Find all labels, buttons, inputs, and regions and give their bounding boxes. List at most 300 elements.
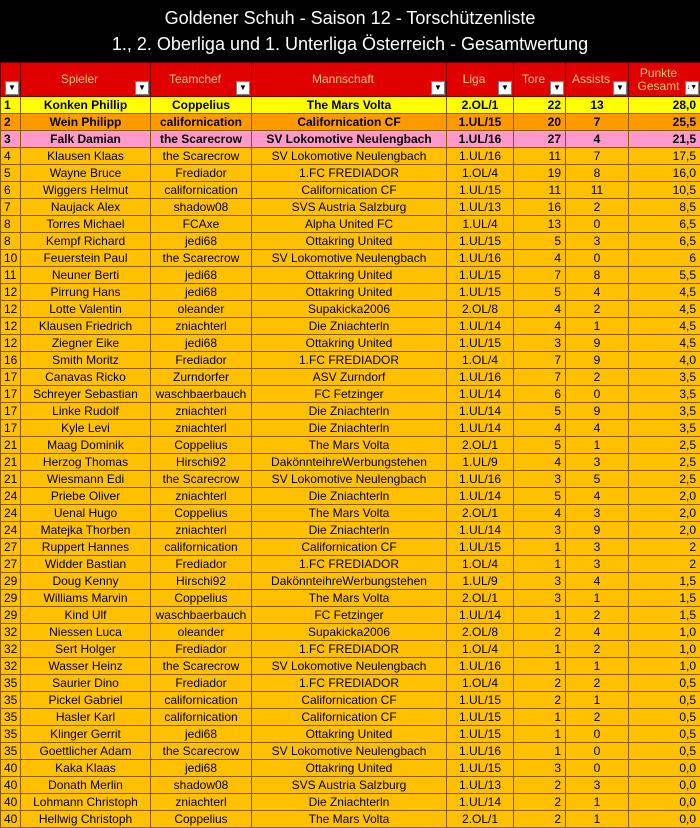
cell-tore[interactable]: 5 bbox=[514, 233, 566, 250]
table-row[interactable] bbox=[1, 777, 700, 794]
cell-rank[interactable]: 35 bbox=[1, 743, 21, 760]
cell-punkte[interactable]: 4,5 bbox=[629, 335, 700, 352]
cell-rank[interactable]: 21 bbox=[1, 437, 21, 454]
cell-liga[interactable]: 1.UL/16 bbox=[447, 250, 514, 267]
cell-spieler[interactable]: Canavas Ricko bbox=[21, 369, 151, 386]
table-row[interactable] bbox=[1, 386, 700, 403]
table-row[interactable] bbox=[1, 811, 700, 828]
cell-tore[interactable]: 1 bbox=[514, 539, 566, 556]
cell-punkte[interactable]: 10,5 bbox=[629, 182, 700, 199]
cell-punkte[interactable]: 1,0 bbox=[629, 624, 700, 641]
cell-liga[interactable]: 1.UL/15 bbox=[447, 539, 514, 556]
cell-spieler[interactable]: Saurier Dino bbox=[21, 675, 151, 692]
cell-liga[interactable]: 1.UL/15 bbox=[447, 709, 514, 726]
column-header-assists[interactable]: Assists ▼ bbox=[566, 63, 629, 97]
cell-liga[interactable]: 1.OL/4 bbox=[447, 165, 514, 182]
cell-teamchef[interactable]: shadow08 bbox=[151, 777, 252, 794]
dropdown-arrow-icon[interactable]: ▼ bbox=[431, 81, 445, 95]
cell-rank[interactable]: 32 bbox=[1, 658, 21, 675]
cell-tore[interactable]: 3 bbox=[514, 335, 566, 352]
cell-assists[interactable]: 2 bbox=[566, 607, 629, 624]
cell-teamchef[interactable]: waschbaerbauch bbox=[151, 386, 252, 403]
cell-tore[interactable]: 7 bbox=[514, 369, 566, 386]
cell-mannschaft[interactable]: SV Lokomotive Neulengbach bbox=[252, 471, 447, 488]
cell-rank[interactable]: 29 bbox=[1, 590, 21, 607]
cell-assists[interactable]: 0 bbox=[566, 726, 629, 743]
column-header-punkte[interactable] bbox=[629, 63, 700, 97]
cell-assists[interactable]: 11 bbox=[566, 182, 629, 199]
cell-spieler[interactable]: Goettlicher Adam bbox=[21, 743, 151, 760]
cell-rank[interactable]: 6 bbox=[1, 182, 21, 199]
cell-punkte[interactable]: 2,0 bbox=[629, 505, 700, 522]
cell-teamchef[interactable]: oleander bbox=[151, 301, 252, 318]
cell-punkte[interactable]: 0,0 bbox=[629, 777, 700, 794]
cell-assists[interactable]: 7 bbox=[566, 114, 629, 131]
cell-teamchef[interactable]: shadow08 bbox=[151, 199, 252, 216]
cell-assists[interactable]: 1 bbox=[566, 692, 629, 709]
cell-assists[interactable]: 1 bbox=[566, 318, 629, 335]
cell-spieler[interactable]: Wiesmann Edi bbox=[21, 471, 151, 488]
table-row[interactable] bbox=[1, 505, 700, 522]
cell-liga[interactable]: 1.UL/15 bbox=[447, 692, 514, 709]
cell-punkte[interactable]: 3,5 bbox=[629, 403, 700, 420]
cell-teamchef[interactable]: the Scarecrow bbox=[151, 743, 252, 760]
cell-assists[interactable]: 0 bbox=[566, 760, 629, 777]
cell-teamchef[interactable]: Frediador bbox=[151, 352, 252, 369]
cell-punkte[interactable]: 4,0 bbox=[629, 352, 700, 369]
cell-mannschaft[interactable]: Californication CF bbox=[252, 539, 447, 556]
column-header-spieler[interactable]: Spieler ▼ bbox=[21, 63, 151, 97]
cell-assists[interactable]: 4 bbox=[566, 573, 629, 590]
cell-assists[interactable]: 2 bbox=[566, 199, 629, 216]
cell-mannschaft[interactable]: Ottakring United bbox=[252, 760, 447, 777]
cell-punkte[interactable]: 0,5 bbox=[629, 675, 700, 692]
cell-liga[interactable]: 1.UL/15 bbox=[447, 335, 514, 352]
cell-punkte[interactable]: 1,0 bbox=[629, 658, 700, 675]
table-row[interactable] bbox=[1, 590, 700, 607]
cell-punkte[interactable]: 0,5 bbox=[629, 743, 700, 760]
cell-liga[interactable]: 1.UL/15 bbox=[447, 182, 514, 199]
cell-spieler[interactable]: Klausen Friedrich bbox=[21, 318, 151, 335]
cell-punkte[interactable]: 0,5 bbox=[629, 726, 700, 743]
cell-tore[interactable]: 4 bbox=[514, 454, 566, 471]
cell-liga[interactable]: 1.UL/14 bbox=[447, 794, 514, 811]
cell-punkte[interactable]: 6 bbox=[629, 250, 700, 267]
cell-spieler[interactable]: Wein Philipp bbox=[21, 114, 151, 131]
cell-assists[interactable]: 4 bbox=[566, 420, 629, 437]
cell-punkte[interactable]: 1,0 bbox=[629, 641, 700, 658]
cell-liga[interactable]: 1.UL/14 bbox=[447, 403, 514, 420]
cell-teamchef[interactable]: californication bbox=[151, 539, 252, 556]
cell-rank[interactable]: 21 bbox=[1, 454, 21, 471]
cell-mannschaft[interactable]: SV Lokomotive Neulengbach bbox=[252, 658, 447, 675]
cell-liga[interactable]: 2.OL/1 bbox=[447, 505, 514, 522]
table-row[interactable] bbox=[1, 675, 700, 692]
cell-teamchef[interactable]: zniachterl bbox=[151, 420, 252, 437]
table-row[interactable] bbox=[1, 216, 700, 233]
cell-assists[interactable]: 1 bbox=[566, 794, 629, 811]
cell-teamchef[interactable]: zniachterl bbox=[151, 318, 252, 335]
cell-liga[interactable]: 1.UL/14 bbox=[447, 607, 514, 624]
cell-rank[interactable]: 40 bbox=[1, 777, 21, 794]
cell-spieler[interactable]: Feuerstein Paul bbox=[21, 250, 151, 267]
cell-liga[interactable]: 1.UL/15 bbox=[447, 726, 514, 743]
cell-teamchef[interactable]: Hirschi92 bbox=[151, 573, 252, 590]
cell-mannschaft[interactable]: 1.FC FREDIADOR bbox=[252, 352, 447, 369]
dropdown-arrow-icon[interactable]: ▼ bbox=[135, 81, 149, 95]
cell-teamchef[interactable]: Frediador bbox=[151, 675, 252, 692]
cell-mannschaft[interactable]: 1.FC FREDIADOR bbox=[252, 556, 447, 573]
cell-assists[interactable]: 3 bbox=[566, 539, 629, 556]
cell-tore[interactable]: 20 bbox=[514, 114, 566, 131]
cell-tore[interactable]: 11 bbox=[514, 182, 566, 199]
cell-teamchef[interactable]: Zurndorfer bbox=[151, 369, 252, 386]
cell-rank[interactable]: 12 bbox=[1, 318, 21, 335]
cell-teamchef[interactable]: Coppelius bbox=[151, 437, 252, 454]
cell-rank[interactable]: 8 bbox=[1, 233, 21, 250]
cell-tore[interactable]: 19 bbox=[514, 165, 566, 182]
cell-liga[interactable]: 1.UL/9 bbox=[447, 573, 514, 590]
sort-descending-filter-icon[interactable]: ↓▼ bbox=[685, 81, 699, 95]
cell-punkte[interactable]: 4,5 bbox=[629, 301, 700, 318]
cell-assists[interactable]: 8 bbox=[566, 165, 629, 182]
cell-liga[interactable]: 1.UL/16 bbox=[447, 658, 514, 675]
cell-spieler[interactable]: Hasler Karl bbox=[21, 709, 151, 726]
cell-mannschaft[interactable]: The Mars Volta bbox=[252, 811, 447, 828]
cell-spieler[interactable]: Klinger Gerrit bbox=[21, 726, 151, 743]
dropdown-arrow-icon[interactable]: ▼ bbox=[498, 81, 512, 95]
table-row[interactable] bbox=[1, 165, 700, 182]
cell-punkte[interactable]: 28,0 bbox=[629, 97, 700, 114]
table-row[interactable] bbox=[1, 250, 700, 267]
cell-spieler[interactable]: Klausen Klaas bbox=[21, 148, 151, 165]
cell-teamchef[interactable]: californication bbox=[151, 114, 252, 131]
cell-punkte[interactable]: 17,5 bbox=[629, 148, 700, 165]
cell-liga[interactable]: 1.UL/14 bbox=[447, 420, 514, 437]
cell-punkte[interactable]: 2 bbox=[629, 556, 700, 573]
cell-punkte[interactable]: 2,5 bbox=[629, 437, 700, 454]
cell-liga[interactable]: 1.OL/4 bbox=[447, 352, 514, 369]
cell-assists[interactable]: 3 bbox=[566, 777, 629, 794]
cell-mannschaft[interactable]: FC Fetzinger bbox=[252, 386, 447, 403]
cell-teamchef[interactable]: jedi68 bbox=[151, 284, 252, 301]
cell-mannschaft[interactable]: Die Zniachterln bbox=[252, 794, 447, 811]
cell-teamchef[interactable]: zniachterl bbox=[151, 488, 252, 505]
cell-rank[interactable]: 24 bbox=[1, 522, 21, 539]
cell-rank[interactable]: 35 bbox=[1, 675, 21, 692]
cell-punkte[interactable]: 1,5 bbox=[629, 590, 700, 607]
cell-teamchef[interactable]: jedi68 bbox=[151, 267, 252, 284]
cell-mannschaft[interactable]: Supakicka2006 bbox=[252, 624, 447, 641]
cell-tore[interactable]: 3 bbox=[514, 522, 566, 539]
cell-punkte[interactable]: 4,5 bbox=[629, 284, 700, 301]
cell-liga[interactable]: 1.UL/14 bbox=[447, 386, 514, 403]
cell-tore[interactable]: 3 bbox=[514, 573, 566, 590]
table-row[interactable] bbox=[1, 318, 700, 335]
cell-mannschaft[interactable]: The Mars Volta bbox=[252, 97, 447, 114]
dropdown-arrow-icon[interactable]: ▼ bbox=[5, 81, 19, 95]
cell-assists[interactable]: 9 bbox=[566, 522, 629, 539]
cell-liga[interactable]: 1.UL/13 bbox=[447, 777, 514, 794]
cell-tore[interactable]: 5 bbox=[514, 488, 566, 505]
dropdown-arrow-icon[interactable]: ▼ bbox=[613, 81, 627, 95]
cell-punkte[interactable]: 5,5 bbox=[629, 267, 700, 284]
cell-rank[interactable]: 32 bbox=[1, 641, 21, 658]
cell-tore[interactable]: 4 bbox=[514, 301, 566, 318]
cell-assists[interactable]: 0 bbox=[566, 743, 629, 760]
cell-assists[interactable]: 7 bbox=[566, 148, 629, 165]
cell-assists[interactable]: 0 bbox=[566, 250, 629, 267]
cell-liga[interactable]: 1.UL/16 bbox=[447, 131, 514, 148]
cell-teamchef[interactable]: Coppelius bbox=[151, 505, 252, 522]
table-row[interactable] bbox=[1, 658, 700, 675]
cell-tore[interactable]: 1 bbox=[514, 743, 566, 760]
cell-liga[interactable]: 1.UL/14 bbox=[447, 488, 514, 505]
cell-tore[interactable]: 1 bbox=[514, 658, 566, 675]
cell-assists[interactable]: 3 bbox=[566, 233, 629, 250]
table-row[interactable] bbox=[1, 97, 700, 114]
cell-teamchef[interactable]: waschbaerbauch bbox=[151, 607, 252, 624]
dropdown-arrow-icon[interactable]: ▼ bbox=[550, 81, 564, 95]
cell-spieler[interactable]: Matejka Thorben bbox=[21, 522, 151, 539]
cell-liga[interactable]: 1.OL/4 bbox=[447, 675, 514, 692]
cell-mannschaft[interactable]: Californication CF bbox=[252, 182, 447, 199]
cell-liga[interactable]: 2.OL/1 bbox=[447, 97, 514, 114]
cell-mannschaft[interactable]: The Mars Volta bbox=[252, 437, 447, 454]
cell-liga[interactable]: 1.UL/15 bbox=[447, 760, 514, 777]
cell-rank[interactable]: 40 bbox=[1, 760, 21, 777]
cell-punkte[interactable]: 4,5 bbox=[629, 318, 700, 335]
cell-liga[interactable]: 1.UL/15 bbox=[447, 284, 514, 301]
cell-liga[interactable]: 1.UL/16 bbox=[447, 369, 514, 386]
cell-spieler[interactable]: Sert Holger bbox=[21, 641, 151, 658]
cell-teamchef[interactable]: zniachterl bbox=[151, 522, 252, 539]
cell-assists[interactable]: 2 bbox=[566, 675, 629, 692]
cell-rank[interactable]: 35 bbox=[1, 726, 21, 743]
cell-liga[interactable]: 2.OL/1 bbox=[447, 437, 514, 454]
cell-teamchef[interactable]: the Scarecrow bbox=[151, 131, 252, 148]
cell-mannschaft[interactable]: 1.FC FREDIADOR bbox=[252, 675, 447, 692]
cell-spieler[interactable]: Wiggers Helmut bbox=[21, 182, 151, 199]
cell-spieler[interactable]: Priebe Oliver bbox=[21, 488, 151, 505]
cell-teamchef[interactable]: the Scarecrow bbox=[151, 148, 252, 165]
column-header-teamchef[interactable]: Teamchef ▼ bbox=[151, 63, 252, 97]
cell-spieler[interactable]: Neuner Berti bbox=[21, 267, 151, 284]
table-row[interactable] bbox=[1, 488, 700, 505]
dropdown-arrow-icon[interactable]: ▼ bbox=[236, 81, 250, 95]
cell-spieler[interactable]: Niessen Luca bbox=[21, 624, 151, 641]
cell-spieler[interactable]: Schreyer Sebastian bbox=[21, 386, 151, 403]
cell-mannschaft[interactable]: Californication CF bbox=[252, 114, 447, 131]
cell-tore[interactable]: 1 bbox=[514, 556, 566, 573]
column-header-tore[interactable]: Tore ▼ bbox=[514, 63, 566, 97]
cell-mannschaft[interactable]: SV Lokomotive Neulengbach bbox=[252, 743, 447, 760]
cell-tore[interactable]: 5 bbox=[514, 437, 566, 454]
cell-rank[interactable]: 35 bbox=[1, 709, 21, 726]
cell-mannschaft[interactable]: The Mars Volta bbox=[252, 505, 447, 522]
table-row[interactable] bbox=[1, 607, 700, 624]
cell-teamchef[interactable]: the Scarecrow bbox=[151, 658, 252, 675]
table-row[interactable] bbox=[1, 301, 700, 318]
column-header-liga[interactable]: Liga ▼ bbox=[447, 63, 514, 97]
cell-assists[interactable]: 1 bbox=[566, 811, 629, 828]
cell-spieler[interactable]: Wayne Bruce bbox=[21, 165, 151, 182]
table-row[interactable] bbox=[1, 539, 700, 556]
cell-mannschaft[interactable]: Californication CF bbox=[252, 692, 447, 709]
cell-assists[interactable]: 0 bbox=[566, 386, 629, 403]
cell-tore[interactable]: 2 bbox=[514, 692, 566, 709]
cell-punkte[interactable]: 3,5 bbox=[629, 386, 700, 403]
cell-mannschaft[interactable]: Ottakring United bbox=[252, 335, 447, 352]
cell-punkte[interactable]: 2,5 bbox=[629, 471, 700, 488]
cell-liga[interactable]: 2.OL/8 bbox=[447, 301, 514, 318]
cell-punkte[interactable]: 1,5 bbox=[629, 573, 700, 590]
column-header-rank[interactable] bbox=[1, 63, 21, 97]
cell-assists[interactable]: 9 bbox=[566, 352, 629, 369]
cell-assists[interactable]: 1 bbox=[566, 658, 629, 675]
cell-tore[interactable]: 11 bbox=[514, 148, 566, 165]
cell-mannschaft[interactable]: SVS Austria Salzburg bbox=[252, 777, 447, 794]
cell-tore[interactable]: 1 bbox=[514, 709, 566, 726]
cell-mannschaft[interactable]: SV Lokomotive Neulengbach bbox=[252, 148, 447, 165]
cell-mannschaft[interactable]: Die Zniachterln bbox=[252, 318, 447, 335]
cell-punkte[interactable]: 6,5 bbox=[629, 233, 700, 250]
cell-tore[interactable]: 3 bbox=[514, 590, 566, 607]
cell-assists[interactable]: 4 bbox=[566, 488, 629, 505]
cell-assists[interactable]: 4 bbox=[566, 284, 629, 301]
cell-rank[interactable]: 5 bbox=[1, 165, 21, 182]
cell-spieler[interactable]: Hellwig Christoph bbox=[21, 811, 151, 828]
cell-punkte[interactable]: 3,5 bbox=[629, 420, 700, 437]
cell-rank[interactable]: 8 bbox=[1, 216, 21, 233]
cell-rank[interactable]: 24 bbox=[1, 505, 21, 522]
table-row[interactable] bbox=[1, 131, 700, 148]
cell-rank[interactable]: 3 bbox=[1, 131, 21, 148]
cell-punkte[interactable]: 2,0 bbox=[629, 522, 700, 539]
table-row[interactable] bbox=[1, 148, 700, 165]
cell-tore[interactable]: 7 bbox=[514, 352, 566, 369]
cell-spieler[interactable]: Falk Damian bbox=[21, 131, 151, 148]
cell-rank[interactable]: 29 bbox=[1, 573, 21, 590]
cell-rank[interactable]: 27 bbox=[1, 556, 21, 573]
table-row[interactable] bbox=[1, 794, 700, 811]
cell-punkte[interactable]: 6,5 bbox=[629, 216, 700, 233]
cell-spieler[interactable]: Donath Merlin bbox=[21, 777, 151, 794]
cell-rank[interactable]: 11 bbox=[1, 267, 21, 284]
cell-assists[interactable]: 9 bbox=[566, 403, 629, 420]
cell-tore[interactable]: 3 bbox=[514, 760, 566, 777]
cell-tore[interactable]: 4 bbox=[514, 420, 566, 437]
cell-spieler[interactable]: Konken Phillip bbox=[21, 97, 151, 114]
cell-assists[interactable]: 3 bbox=[566, 454, 629, 471]
table-row[interactable] bbox=[1, 573, 700, 590]
cell-assists[interactable]: 2 bbox=[566, 709, 629, 726]
cell-liga[interactable]: 2.OL/1 bbox=[447, 811, 514, 828]
cell-liga[interactable]: 2.OL/1 bbox=[447, 590, 514, 607]
cell-punkte[interactable]: 0,0 bbox=[629, 760, 700, 777]
cell-punkte[interactable]: 0,0 bbox=[629, 794, 700, 811]
cell-tore[interactable]: 1 bbox=[514, 641, 566, 658]
cell-spieler[interactable]: Lotte Valentin bbox=[21, 301, 151, 318]
table-row[interactable] bbox=[1, 403, 700, 420]
cell-mannschaft[interactable]: Californication CF bbox=[252, 709, 447, 726]
table-row[interactable] bbox=[1, 369, 700, 386]
cell-teamchef[interactable]: FCAxe bbox=[151, 216, 252, 233]
column-header-mannschaft[interactable]: Mannschaft ▼ bbox=[252, 63, 447, 97]
cell-teamchef[interactable]: jedi68 bbox=[151, 335, 252, 352]
cell-teamchef[interactable]: the Scarecrow bbox=[151, 471, 252, 488]
cell-liga[interactable]: 1.OL/4 bbox=[447, 641, 514, 658]
cell-liga[interactable]: 1.UL/16 bbox=[447, 471, 514, 488]
table-row[interactable] bbox=[1, 522, 700, 539]
cell-liga[interactable]: 1.UL/9 bbox=[447, 454, 514, 471]
cell-punkte[interactable]: 2 bbox=[629, 539, 700, 556]
cell-liga[interactable]: 1.UL/15 bbox=[447, 233, 514, 250]
cell-mannschaft[interactable]: Ottakring United bbox=[252, 284, 447, 301]
cell-teamchef[interactable]: jedi68 bbox=[151, 760, 252, 777]
cell-spieler[interactable]: Kyle Levi bbox=[21, 420, 151, 437]
table-row[interactable] bbox=[1, 641, 700, 658]
cell-mannschaft[interactable]: Supakicka2006 bbox=[252, 301, 447, 318]
cell-liga[interactable]: 1.UL/4 bbox=[447, 216, 514, 233]
cell-tore[interactable]: 1 bbox=[514, 726, 566, 743]
cell-tore[interactable]: 2 bbox=[514, 675, 566, 692]
cell-spieler[interactable]: Lohmann Christoph bbox=[21, 794, 151, 811]
cell-assists[interactable]: 13 bbox=[566, 97, 629, 114]
cell-tore[interactable]: 16 bbox=[514, 199, 566, 216]
cell-spieler[interactable]: Ziegner Eike bbox=[21, 335, 151, 352]
cell-rank[interactable]: 2 bbox=[1, 114, 21, 131]
cell-tore[interactable]: 4 bbox=[514, 250, 566, 267]
cell-rank[interactable]: 1 bbox=[1, 97, 21, 114]
table-row[interactable] bbox=[1, 760, 700, 777]
cell-tore[interactable]: 1 bbox=[514, 607, 566, 624]
cell-tore[interactable]: 7 bbox=[514, 267, 566, 284]
cell-assists[interactable]: 1 bbox=[566, 590, 629, 607]
cell-assists[interactable]: 2 bbox=[566, 641, 629, 658]
cell-teamchef[interactable]: Frediador bbox=[151, 556, 252, 573]
cell-punkte[interactable]: 1,5 bbox=[629, 607, 700, 624]
cell-teamchef[interactable]: the Scarecrow bbox=[151, 250, 252, 267]
cell-mannschaft[interactable]: DakönnteihreWerbungstehen bbox=[252, 573, 447, 590]
cell-spieler[interactable]: Torres Michael bbox=[21, 216, 151, 233]
cell-spieler[interactable]: Pickel Gabriel bbox=[21, 692, 151, 709]
cell-tore[interactable]: 2 bbox=[514, 777, 566, 794]
table-row[interactable] bbox=[1, 182, 700, 199]
cell-liga[interactable]: 1.UL/16 bbox=[447, 743, 514, 760]
cell-spieler[interactable]: Herzog Thomas bbox=[21, 454, 151, 471]
cell-rank[interactable]: 17 bbox=[1, 403, 21, 420]
cell-rank[interactable]: 7 bbox=[1, 199, 21, 216]
cell-teamchef[interactable]: Coppelius bbox=[151, 590, 252, 607]
cell-liga[interactable]: 1.UL/16 bbox=[447, 148, 514, 165]
cell-rank[interactable]: 4 bbox=[1, 148, 21, 165]
cell-punkte[interactable]: 16,0 bbox=[629, 165, 700, 182]
cell-spieler[interactable]: Wasser Heinz bbox=[21, 658, 151, 675]
cell-punkte[interactable]: 2,0 bbox=[629, 488, 700, 505]
cell-mannschaft[interactable]: SV Lokomotive Neulengbach bbox=[252, 131, 447, 148]
cell-assists[interactable]: 4 bbox=[566, 624, 629, 641]
cell-assists[interactable]: 2 bbox=[566, 301, 629, 318]
cell-rank[interactable]: 40 bbox=[1, 811, 21, 828]
cell-mannschaft[interactable]: SV Lokomotive Neulengbach bbox=[252, 250, 447, 267]
cell-mannschaft[interactable]: 1.FC FREDIADOR bbox=[252, 165, 447, 182]
cell-teamchef[interactable]: jedi68 bbox=[151, 233, 252, 250]
table-row[interactable] bbox=[1, 556, 700, 573]
cell-rank[interactable]: 17 bbox=[1, 420, 21, 437]
cell-rank[interactable]: 29 bbox=[1, 607, 21, 624]
table-row[interactable] bbox=[1, 726, 700, 743]
